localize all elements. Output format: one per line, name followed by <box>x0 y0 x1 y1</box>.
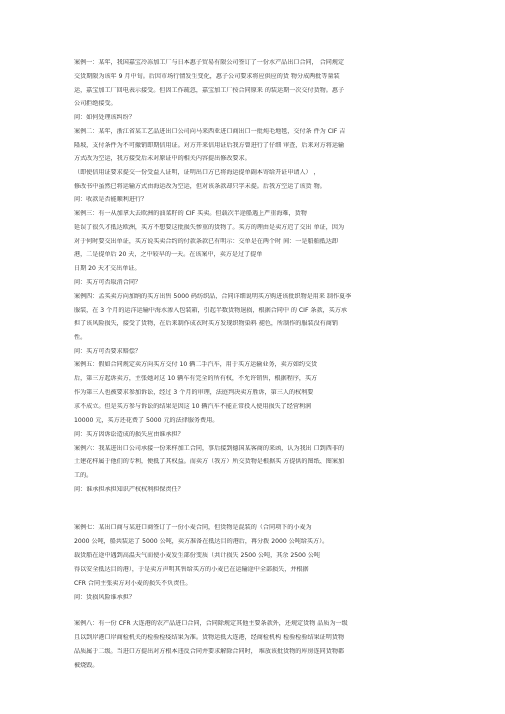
text-line: 性。 <box>74 334 87 341</box>
text-line: 案例五：假如合同规定卖方向买方交付 10 辆二手汽车，用于买方运输业务，卖方如约交货 <box>74 361 318 368</box>
text-line: CFR 合同主张卖方对小麦的损失不负责任。 <box>74 580 192 587</box>
text-line: 案例一：某年，我国嘉宝冷冻加工厂与日本惠子贸易有限公司签订了一份水产品出口合同， 合同规定 <box>74 59 345 66</box>
text-line: 10000 元，买方还花费了 5000 元的法律服务费用。 <box>74 417 219 424</box>
question-line: 问：货损风险谁承担？ <box>74 594 135 601</box>
text-line: 服装，在 3 个月的运洋运输中海水渗入包装箱，引起半数货物退损，根据合同中 的 CIF 条款，买方承 <box>74 307 347 314</box>
text-line: 品质属于二级。当进口方提出对方根本违反合同并要求解除合同时， 堆放该批货物的库房连同货物都 <box>74 648 345 655</box>
text-line: 交货期限为该年 9 月中旬。后因市场行情发生变化，惠子公司要求将应供应的货 物分成两批等量装 <box>74 73 340 80</box>
text-line: 日期 20 天才交出单证。 <box>74 265 141 272</box>
text-line: 求不成立。但是买方参与诉讼的结果是因这 10 辆汽车不能正常投入使用损失了经营利润 <box>74 403 312 410</box>
text-line: 2000 公吨，船共装运了 5000 公吨，卖方准备在抵达目的港后，再分拨 2000 公吨给买方）。 <box>74 538 329 545</box>
text-line: 案例七：某出口商与某进口商签订了一份小麦合同，但货物是混装的（合同项下的小麦为 <box>74 524 312 531</box>
question-line: 问：买方可否要求赔偿？ <box>74 348 142 355</box>
text-line: 隆坡，支付条件为不可撤销即期信用证。对方开来信用证后我方曾进行了仔细 审查，后来对方将运输 <box>74 142 345 149</box>
text-line: 案例八：有一份 CFR 大连港的农产品进口合同，合同除规定其他主要条款外，还规定货物 品质为一级 <box>74 620 348 627</box>
question-line: 问：谁承担承担知识产权权利担保责任？ <box>74 486 184 493</box>
text-line: 载货船在途中遇到高温天气而使小麦发生部份变质（共计损失 2500 公吨，其余 2500 公吨 <box>74 552 320 559</box>
text-line: 得以安全抵达目的港），于是卖方声明其售给买方的小麦已在运输途中全部损失，并根据 <box>74 566 309 573</box>
text-line: 担了该风险损失，接受了货物，在后来制作成衣时买方发现织物染料 褪色，所制作的服装没有商销 <box>74 320 338 327</box>
text-line: 对于何时要交出单证，买方说买卖合约的付款条款已有明示：交单是在两个时 间：一是船舶抵达卸 <box>74 238 338 245</box>
text-line: （即使信用证要求提交一份受益人证明，证明出口方已将海运提单副本寄给开证申请人） ， <box>74 169 320 176</box>
text-line: 案例三：有一从加拿大去欧洲的油菜籽的 CIF 买卖。但载次半途船遇上严重海难，货物 <box>74 210 307 217</box>
text-line: 案例二：某年，浙江省某工艺品进出口公司向马来西亚进口商出口一批炖毛地毯，交付条 件为 CIF 吉 <box>74 128 346 135</box>
question-line: 问：如何处理该纠纷？ <box>74 114 135 121</box>
text-line: 方式改为空运，我方接受后未对原证中的相关内容提出修改要求。 <box>74 155 251 162</box>
question-line: 问：买方因诉讼造成的损失应由谁承担？ <box>74 431 184 438</box>
text-line: 作为第三人也被要求参加诉讼，经过 3 个月的审理，法庭判决卖方胜诉，第三人的权利要 <box>74 389 314 396</box>
text-line: 工的。 <box>74 472 93 479</box>
text-line: 延误了很久才抵达欧洲，买方不想要这批损失惨重的货物了。买方的理由是卖方迟了交出 单证，因为 <box>74 224 345 231</box>
text-line: 公司拒绝接受。 <box>74 100 117 107</box>
text-line: 运，嘉宝加工厂回电表示接受。但因工作疏忽，嘉宝加工厂按合同原来 的装运期一次交付货物。惠子 <box>74 87 345 94</box>
question-line: 问：收款是否能顺利进行？ <box>74 196 148 203</box>
text-line: 案例四：孟买卖方向加纳的买方出售 5000 码纺织品，合同详细说明买方购进该批织物是用来 制作夏季 <box>74 293 352 300</box>
text-line: 后，第三方起诉卖方，主张她对这 10 辆车有完全的所有权，不允许销售，根据程序，买方 <box>74 375 318 382</box>
text-line: 土建花样属于他们的专利，便抵了其权益。而卖方（我方）所交货物是根据买 方提供的图纸、图案加 <box>74 458 345 465</box>
text-line: 修改书中虽然已将运输方式由海运改为空运，但对该条款却只字未提。后我方空运了该货 物。 <box>74 183 326 190</box>
text-line: 案例六：我某进出口公司承接一份来样加工合同，事后接到德国某客商的来函，认为我出 口到西非的 <box>74 445 345 452</box>
text-line: 且以到岸港口岸商检机关的检验检疫结果为准。货物运抵大连港，经商检机构 检验检验结果证明货物 <box>74 634 345 641</box>
text-line: 被烧毁。 <box>74 662 99 669</box>
text-line: 港，二是提单后 20 天，之中较早的一天。在该案中，卖方是过了提单 <box>74 251 263 258</box>
question-line: 问：买方可否取消合同？ <box>74 279 142 286</box>
